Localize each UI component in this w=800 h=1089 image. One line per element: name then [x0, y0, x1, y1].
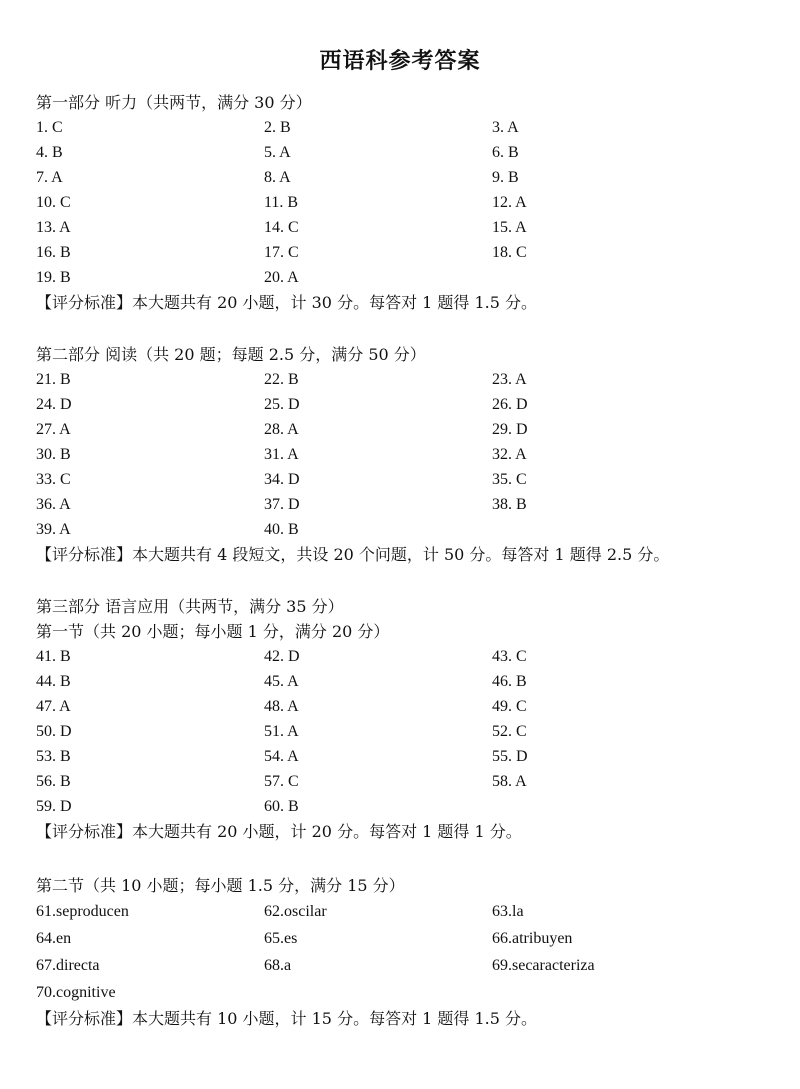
answer-item: 28. A: [264, 421, 299, 438]
answer-item: 3. A: [492, 119, 519, 136]
part1-listening: [36, 90, 776, 315]
answer-item: 60. B: [264, 798, 299, 815]
answer-item: 12. A: [492, 194, 527, 211]
answer-item: 64.en: [36, 930, 72, 947]
page-title: 西语科参考答案: [319, 48, 481, 74]
answer-item: 8. A: [264, 169, 291, 186]
answer-item: 53. B: [36, 748, 71, 765]
answer-item: 65.es: [264, 930, 298, 947]
answer-item: 32. A: [492, 446, 527, 463]
answer-item: 26. D: [492, 396, 528, 413]
answer-item: 24. D: [36, 396, 72, 413]
answer-item: 21. B: [36, 371, 71, 388]
answer-item: 55. D: [492, 748, 528, 765]
part3-section1-heading: 第一节（共 20 小题；每小题 1 分，满分 20 分）: [36, 622, 390, 641]
part3-section2-scoring-note: 【评分标准】本大题共有 10 小题，计 15 分。每答对 1 题得 1.5 分。: [36, 1009, 538, 1028]
answer-item: 9. B: [492, 169, 519, 186]
answer-item: 45. A: [264, 673, 299, 690]
answer-item: 54. A: [264, 748, 299, 765]
part1-heading: 第一部分 听力（共两节，满分 30 分）: [36, 93, 312, 112]
answer-item: 67.directa: [36, 957, 100, 974]
part3-scoring-note: 【评分标准】本大题共有 20 小题，计 20 分。每答对 1 题得 1 分。: [36, 822, 522, 841]
answer-item: 69.secaracteriza: [492, 957, 595, 974]
answer-item: 33. C: [36, 471, 71, 488]
answer-item: 35. C: [492, 471, 527, 488]
part2-reading: [36, 342, 776, 567]
answer-item: 7. A: [36, 169, 63, 186]
answer-item: 25. D: [264, 396, 300, 413]
answer-item: 41. B: [36, 648, 71, 665]
answer-item: 29. D: [492, 421, 528, 438]
answer-item: 19. B: [36, 269, 71, 286]
answer-item: 5. A: [264, 144, 291, 161]
part3-section2-answer-grid: [36, 898, 776, 1006]
answer-item: 62.oscilar: [264, 903, 327, 920]
answer-item: 39. A: [36, 521, 71, 538]
part2-answer-grid: [36, 367, 776, 542]
answer-item: 1. C: [36, 119, 63, 136]
answer-item: 34. D: [264, 471, 300, 488]
answer-item: 40. B: [264, 521, 299, 538]
part2-scoring-note: 【评分标准】本大题共有 4 段短文，共设 20 个问题，计 50 分。每答对 1 题得 2.5 分。: [36, 545, 670, 564]
answer-item: 66.atribuyen: [492, 930, 573, 947]
answer-item: 47. A: [36, 698, 71, 715]
part3-language-use: [36, 594, 776, 844]
answer-item: 44. B: [36, 673, 71, 690]
part2-heading: 第二部分 阅读（共 20 题；每题 2.5 分，满分 50 分）: [36, 345, 426, 364]
answer-item: 50. D: [36, 723, 72, 740]
part3-answer-grid: [36, 644, 776, 819]
answer-item: 57. C: [264, 773, 299, 790]
answer-item: 4. B: [36, 144, 63, 161]
answer-item: 63.la: [492, 903, 524, 920]
answer-item: 48. A: [264, 698, 299, 715]
answer-item: 51. A: [264, 723, 299, 740]
answer-item: 15. A: [492, 219, 527, 236]
part1-answer-grid: [36, 115, 776, 290]
answer-item: 16. B: [36, 244, 71, 261]
answer-item: 17. C: [264, 244, 299, 261]
answer-item: 6. B: [492, 144, 519, 161]
answer-item: 30. B: [36, 446, 71, 463]
answer-item: 23. A: [492, 371, 527, 388]
part1-scoring-note: 【评分标准】本大题共有 20 小题，计 30 分。每答对 1 题得 1.5 分。: [36, 293, 538, 312]
answer-item: 61.seproducen: [36, 903, 129, 920]
answer-item: 68.a: [264, 957, 292, 974]
part3-section2-heading: 第二节（共 10 小题；每小题 1.5 分，满分 15 分）: [36, 876, 405, 895]
answer-item: 2. B: [264, 119, 291, 136]
answer-item: 46. B: [492, 673, 527, 690]
answer-item: 56. B: [36, 773, 71, 790]
answer-item: 13. A: [36, 219, 71, 236]
answer-item: 59. D: [36, 798, 72, 815]
part3-heading: 第三部分 语言应用（共两节，满分 35 分）: [36, 597, 344, 616]
answer-item: 36. A: [36, 496, 71, 513]
answer-item: 49. C: [492, 698, 527, 715]
answer-item: 42. D: [264, 648, 300, 665]
answer-item: 18. C: [492, 244, 527, 261]
answer-item: 10. C: [36, 194, 71, 211]
answer-item: 52. C: [492, 723, 527, 740]
answer-item: 27. A: [36, 421, 71, 438]
answer-item: 70.cognitive: [36, 984, 116, 1001]
answer-item: 11. B: [264, 194, 299, 211]
answer-item: 31. A: [264, 446, 299, 463]
answer-item: 38. B: [492, 496, 527, 513]
answer-item: 43. C: [492, 648, 527, 665]
answer-item: 20. A: [264, 269, 299, 286]
part3-section2: [36, 873, 776, 1031]
answer-item: 14. C: [264, 219, 299, 236]
answer-item: 58. A: [492, 773, 527, 790]
answer-item: 22. B: [264, 371, 299, 388]
answer-item: 37. D: [264, 496, 300, 513]
